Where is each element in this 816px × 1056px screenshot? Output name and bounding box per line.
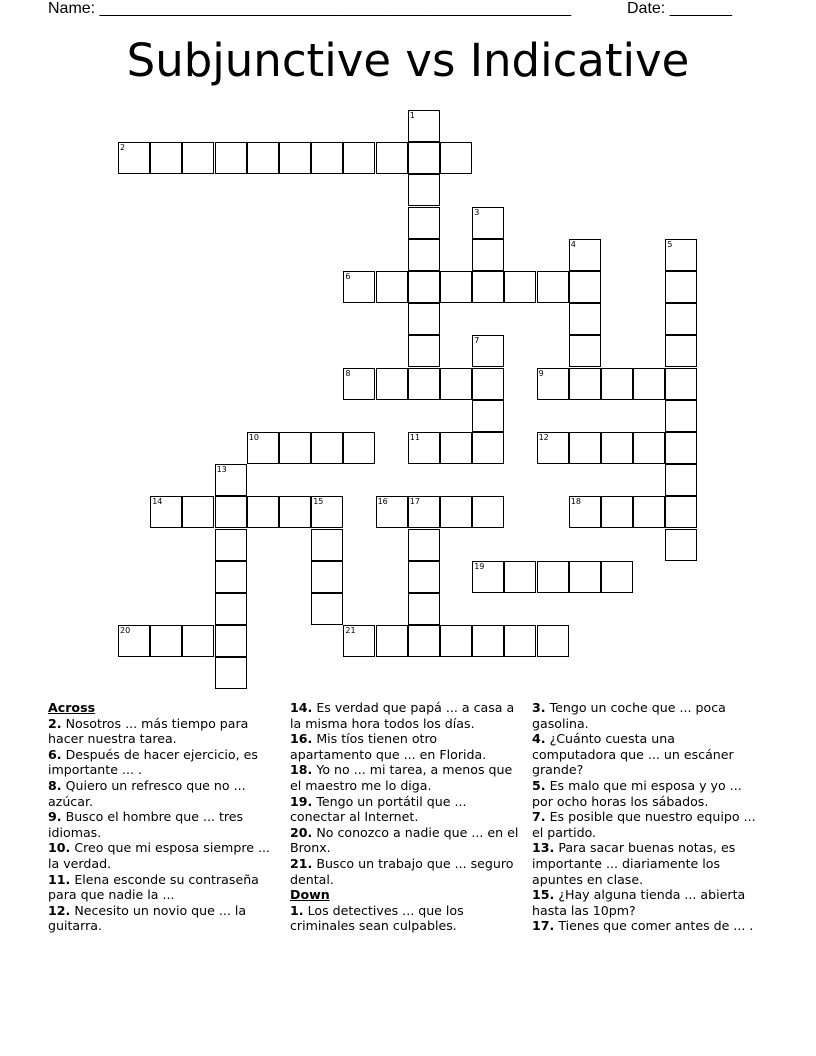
grid-cell[interactable] <box>215 593 247 625</box>
grid-cell[interactable] <box>247 496 279 528</box>
clue-number: 19. <box>290 793 313 809</box>
clue-across-18 <box>290 762 520 793</box>
clue-number: 17. <box>532 918 555 934</box>
clue-number-label: 14 <box>152 497 163 507</box>
grid-cell[interactable] <box>376 496 408 528</box>
grid-cell[interactable] <box>633 496 665 528</box>
clue-number-label: 18 <box>570 497 581 507</box>
grid-cell[interactable] <box>665 239 697 271</box>
grid-cell[interactable] <box>569 271 601 303</box>
grid-cell[interactable] <box>408 432 440 464</box>
grid-cell[interactable] <box>665 335 697 367</box>
down-heading: Down <box>290 887 330 903</box>
clue-number-label: 4 <box>570 239 576 249</box>
grid-cell[interactable] <box>215 561 247 593</box>
grid-cell[interactable] <box>311 142 343 174</box>
grid-cell[interactable] <box>440 496 472 528</box>
clue-down-4 <box>532 731 762 778</box>
clue-text: Necesito un novio que ... la guitarra. <box>48 902 247 934</box>
clue-number-label: 16 <box>377 497 388 507</box>
clue-down-3 <box>532 700 762 731</box>
grid-cell[interactable] <box>408 625 440 657</box>
grid-cell[interactable] <box>665 464 697 496</box>
grid-cell[interactable] <box>408 142 440 174</box>
clue-text: Tengo un coche que ... poca gasolina. <box>532 700 726 731</box>
grid-cell[interactable] <box>408 529 440 561</box>
grid-cell[interactable] <box>408 239 440 271</box>
grid-cell[interactable] <box>504 271 536 303</box>
clue-number: 13. <box>532 840 555 856</box>
grid-cell[interactable] <box>537 368 569 400</box>
grid-cell[interactable] <box>601 561 633 593</box>
clue-text: Es posible que nuestro equipo ... el partido. <box>532 809 756 840</box>
clue-across-2 <box>48 716 272 747</box>
grid-cell[interactable] <box>215 657 247 689</box>
clue-text: Es malo que mi esposa y yo ... por ocho horas los sábados. <box>532 777 742 809</box>
grid-cell[interactable] <box>279 432 311 464</box>
grid-cell[interactable] <box>665 432 697 464</box>
clue-across-21 <box>290 856 520 887</box>
clue-number: 12. <box>48 902 71 918</box>
clue-across-8 <box>48 778 272 809</box>
clue-text: Tengo un portátil que ... conectar al Internet. <box>290 793 467 825</box>
grid-cell[interactable] <box>343 625 375 657</box>
grid-cell[interactable] <box>601 432 633 464</box>
grid-cell[interactable] <box>311 432 343 464</box>
grid-cell[interactable] <box>408 303 440 335</box>
clue-number-label: 3 <box>474 207 480 217</box>
clue-across-11 <box>48 872 272 903</box>
clue-text: Elena esconde su contraseña para que nadie la ... <box>48 871 259 903</box>
clue-number-label: 17 <box>409 497 420 507</box>
clue-text: Nosotros ... más tiempo para hacer nuestra tarea. <box>48 715 249 747</box>
clue-number: 20. <box>290 824 313 840</box>
grid-cell[interactable] <box>247 142 279 174</box>
grid-cell[interactable] <box>537 625 569 657</box>
clue-number: 18. <box>290 762 313 778</box>
clues-column-3 <box>532 700 762 934</box>
grid-cell[interactable] <box>633 432 665 464</box>
grid-cell[interactable] <box>376 625 408 657</box>
grid-cell[interactable] <box>408 561 440 593</box>
clue-text: Busco un trabajo que ... seguro dental. <box>290 855 514 887</box>
grid-cell[interactable] <box>182 625 214 657</box>
grid-cell[interactable] <box>376 271 408 303</box>
grid-cell[interactable] <box>504 561 536 593</box>
grid-cell[interactable] <box>215 529 247 561</box>
grid-cell[interactable] <box>440 625 472 657</box>
grid-cell[interactable] <box>665 529 697 561</box>
clue-across-10 <box>48 840 272 871</box>
grid-cell[interactable] <box>665 271 697 303</box>
clue-number: 4. <box>532 731 546 747</box>
grid-cell[interactable] <box>569 335 601 367</box>
grid-cell[interactable] <box>408 335 440 367</box>
grid-cell[interactable] <box>311 593 343 625</box>
clue-across-9 <box>48 809 272 840</box>
grid-cell[interactable] <box>150 142 182 174</box>
grid-cell[interactable] <box>665 368 697 400</box>
grid-cell[interactable] <box>440 271 472 303</box>
grid-cell[interactable] <box>408 110 440 142</box>
clue-number-label: 10 <box>248 433 259 442</box>
clue-text: No conozco a nadie que ... en el Bronx. <box>290 824 519 856</box>
grid-cell[interactable] <box>279 496 311 528</box>
date-field-label: Date: _______ <box>627 0 732 17</box>
clue-across-20 <box>290 825 520 856</box>
grid-cell[interactable] <box>376 142 408 174</box>
grid-cell[interactable] <box>118 625 150 657</box>
clue-text: ¿Cuánto cuesta una computadora que ... un escáner grande? <box>532 731 734 778</box>
grid-cell[interactable] <box>343 432 375 464</box>
clue-number-label: 13 <box>216 465 227 475</box>
name-field-label: Name: _____________________________________________________ <box>48 0 572 17</box>
grid-cell[interactable] <box>376 368 408 400</box>
clue-text: Mis tíos tienen otro apartamento que ... en Florida. <box>290 731 487 762</box>
grid-cell[interactable] <box>408 207 440 239</box>
clue-down-17 <box>532 918 762 934</box>
grid-cell[interactable] <box>504 625 536 657</box>
grid-cell[interactable] <box>343 142 375 174</box>
grid-cell[interactable] <box>665 303 697 335</box>
clue-down-13 <box>532 840 762 887</box>
clue-number: 10. <box>48 840 71 856</box>
grid-cell[interactable] <box>569 561 601 593</box>
clue-across-14 <box>290 700 520 731</box>
grid-cell[interactable] <box>215 625 247 657</box>
grid-cell[interactable] <box>408 368 440 400</box>
grid-cell[interactable] <box>440 432 472 464</box>
clue-number: 2. <box>48 715 62 731</box>
grid-cell[interactable] <box>440 368 472 400</box>
grid-cell[interactable] <box>472 335 504 367</box>
clue-text: Quiero un refresco que no ... azúcar. <box>48 777 246 809</box>
clue-number-label: 21 <box>345 626 356 636</box>
grid-cell[interactable] <box>472 368 504 400</box>
clue-down-5 <box>532 778 762 809</box>
clue-down-15 <box>532 887 762 918</box>
clue-text: Tienes que comer antes de ... . <box>554 918 754 934</box>
clue-text: Para sacar buenas notas, es importante ... diariamente los apuntes en clase. <box>532 840 736 887</box>
page-title: Subjunctive vs Indicative <box>126 34 690 87</box>
grid-cell[interactable] <box>215 464 247 496</box>
grid-cell[interactable] <box>408 271 440 303</box>
clue-across-16 <box>290 731 520 762</box>
grid-cell[interactable] <box>215 496 247 528</box>
clue-number-label: 11 <box>409 433 420 442</box>
grid-cell[interactable] <box>472 625 504 657</box>
clues-column-2 <box>290 700 520 934</box>
grid-cell[interactable] <box>601 368 633 400</box>
across-heading: Across <box>48 700 96 715</box>
clue-number: 3. <box>532 700 546 715</box>
clue-number: 9. <box>48 809 62 825</box>
grid-cell[interactable] <box>472 271 504 303</box>
grid-cell[interactable] <box>150 496 182 528</box>
clue-text: ¿Hay alguna tienda ... abierta hasta las 10pm? <box>532 887 746 918</box>
clues-column-1 <box>48 700 272 934</box>
clue-text: Yo no ... mi tarea, a menos que el maestro me lo diga. <box>290 762 513 793</box>
grid-cell[interactable] <box>569 432 601 464</box>
clue-number-label: 5 <box>667 239 673 249</box>
clue-text: Después de hacer ejercicio, es importante ... . <box>48 746 258 778</box>
clue-down-1 <box>290 903 520 934</box>
grid-cell[interactable] <box>472 432 504 464</box>
grid-cell[interactable] <box>569 496 601 528</box>
grid-cell[interactable] <box>537 271 569 303</box>
grid-cell[interactable] <box>247 432 279 464</box>
grid-cell[interactable] <box>311 496 343 528</box>
clue-number: 6. <box>48 746 62 762</box>
clue-number: 11. <box>48 871 71 887</box>
clue-number-label: 2 <box>120 143 126 153</box>
clue-number-label: 9 <box>538 368 544 378</box>
clue-number: 14. <box>290 700 313 715</box>
clue-number-label: 12 <box>538 433 549 442</box>
grid-cell[interactable] <box>343 368 375 400</box>
grid-cell[interactable] <box>601 496 633 528</box>
clue-number-label: 6 <box>345 272 351 281</box>
clue-text: Es verdad que papá ... a casa a la misma hora todos los días. <box>290 700 515 731</box>
grid-cell[interactable] <box>537 561 569 593</box>
clue-across-6 <box>48 747 272 778</box>
clue-number: 5. <box>532 777 546 793</box>
grid-cell[interactable] <box>472 561 504 593</box>
grid-cell[interactable] <box>569 368 601 400</box>
clue-text: Los detectives ... que los criminales sean culpables. <box>290 902 464 934</box>
clue-number: 8. <box>48 777 62 793</box>
clue-number-label: 19 <box>474 561 485 571</box>
clue-text: Creo que mi esposa siempre ... la verdad. <box>48 840 270 871</box>
clue-down-7 <box>532 809 762 840</box>
clue-number: 7. <box>532 809 546 825</box>
clue-text: Busco el hombre que ... tres idiomas. <box>48 809 244 840</box>
grid-cell[interactable] <box>472 400 504 432</box>
clue-number-label: 20 <box>120 626 131 636</box>
grid-cell[interactable] <box>472 496 504 528</box>
clue-number: 15. <box>532 887 555 903</box>
grid-cell[interactable] <box>569 239 601 271</box>
grid-cell[interactable] <box>182 142 214 174</box>
grid-cell[interactable] <box>150 625 182 657</box>
grid-cell[interactable] <box>408 174 440 206</box>
clue-number: 21. <box>290 855 313 871</box>
grid-cell[interactable] <box>118 142 150 174</box>
grid-cell[interactable] <box>472 207 504 239</box>
grid-cell[interactable] <box>537 432 569 464</box>
grid-cell[interactable] <box>440 142 472 174</box>
clue-number-label: 15 <box>313 497 324 507</box>
clue-across-19 <box>290 794 520 825</box>
grid-cell[interactable] <box>343 271 375 303</box>
grid-cell[interactable] <box>215 142 247 174</box>
grid-cell[interactable] <box>311 529 343 561</box>
clue-number-label: 7 <box>474 336 480 346</box>
grid-cell[interactable] <box>569 303 601 335</box>
grid-cell[interactable] <box>665 496 697 528</box>
clue-across-12 <box>48 903 272 934</box>
grid-cell[interactable] <box>279 142 311 174</box>
grid-cell[interactable] <box>182 496 214 528</box>
grid-cell[interactable] <box>665 400 697 432</box>
clue-number: 1. <box>290 902 304 918</box>
grid-cell[interactable] <box>311 561 343 593</box>
clue-number-label: 8 <box>345 368 351 378</box>
clue-number: 16. <box>290 731 313 747</box>
grid-cell[interactable] <box>472 239 504 271</box>
grid-cell[interactable] <box>408 496 440 528</box>
clue-number-label: 1 <box>409 111 415 120</box>
grid-cell[interactable] <box>633 368 665 400</box>
grid-cell[interactable] <box>408 593 440 625</box>
